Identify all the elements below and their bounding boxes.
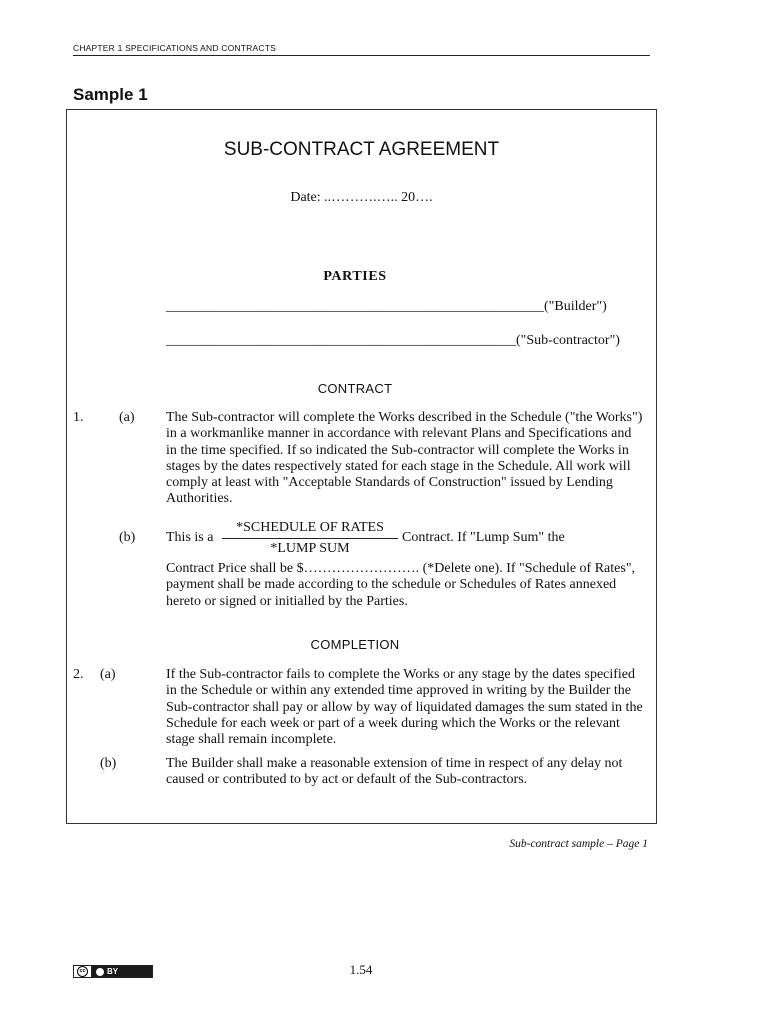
clause-1b-label: (b) (119, 530, 136, 545)
cc-logo-icon: cc (74, 966, 92, 977)
clause-1b-tail: Contract. If "Lump Sum" the (402, 530, 565, 545)
lump-sum-option: *LUMP SUM (270, 541, 350, 556)
attribution-icon: BY (92, 967, 118, 976)
parties-heading: PARTIES (323, 269, 387, 284)
clause-2-number: 2. (73, 667, 84, 682)
page-caption: Sub-contract sample – Page 1 (509, 838, 648, 850)
date-line: Date: ..……….….. 20…. (290, 190, 433, 205)
contract-heading: CONTRACT (317, 381, 393, 396)
clause-2b-label: (b) (100, 756, 117, 771)
schedule-of-rates-option: *SCHEDULE OF RATES (222, 520, 398, 539)
header-rule (73, 55, 650, 56)
sample-title: Sample 1 (73, 85, 148, 104)
completion-heading: COMPLETION (310, 637, 400, 652)
clause-2a-label: (a) (100, 667, 116, 682)
subcontractor-line: __________________________________________________("Sub-contractor") (166, 333, 620, 348)
builder-line: ______________________________________________________("Builder") (166, 299, 607, 314)
clause-1b-text: Contract Price shall be $……………………. (*Delete one). If "Schedule of Rates", payment shall be made according to the schedule or Schedules of Rates annexed hereto or signed or initialled by the Parties. (166, 561, 636, 609)
contract-type-options (222, 520, 398, 557)
clause-1b-lead: This is a (166, 530, 214, 545)
page-number: 1.54 (349, 962, 373, 977)
clause-1a-text: The Sub-contractor will complete the Works described in the Schedule ("the Works") in a workmanlike manner in accordance with relevant Plans and Specifications and in the time specified. If so indicated the Sub-contractor will complete the Works in stages by the dates respectively stated for each stage in the Schedule. All work will comply at least with "Acceptable Standards of Construction" issued by Lending Authorities. (166, 410, 643, 507)
document-title: SUB-CONTRACT AGREEMENT (223, 139, 500, 160)
clause-2b-text: The Builder shall make a reasonable extension of time in respect of any delay not caused or contributed to by act or default of the Sub-contractors. (166, 756, 623, 788)
clause-1a-label: (a) (119, 410, 135, 425)
clause-2a-text: If the Sub-contractor fails to complete the Works or any stage by the dates specified in the Schedule or within any extended time approved in writing by the Builder the Sub-contractor shall pay or allow by way of liquidated damages the sum stated in the Schedule for each week or part of a week during which the Works or the relevant stage shall remain incomplete. (166, 667, 643, 748)
clause-1-number: 1. (73, 410, 84, 425)
chapter-header: CHAPTER 1 SPECIFICATIONS AND CONTRACTS (73, 43, 276, 53)
